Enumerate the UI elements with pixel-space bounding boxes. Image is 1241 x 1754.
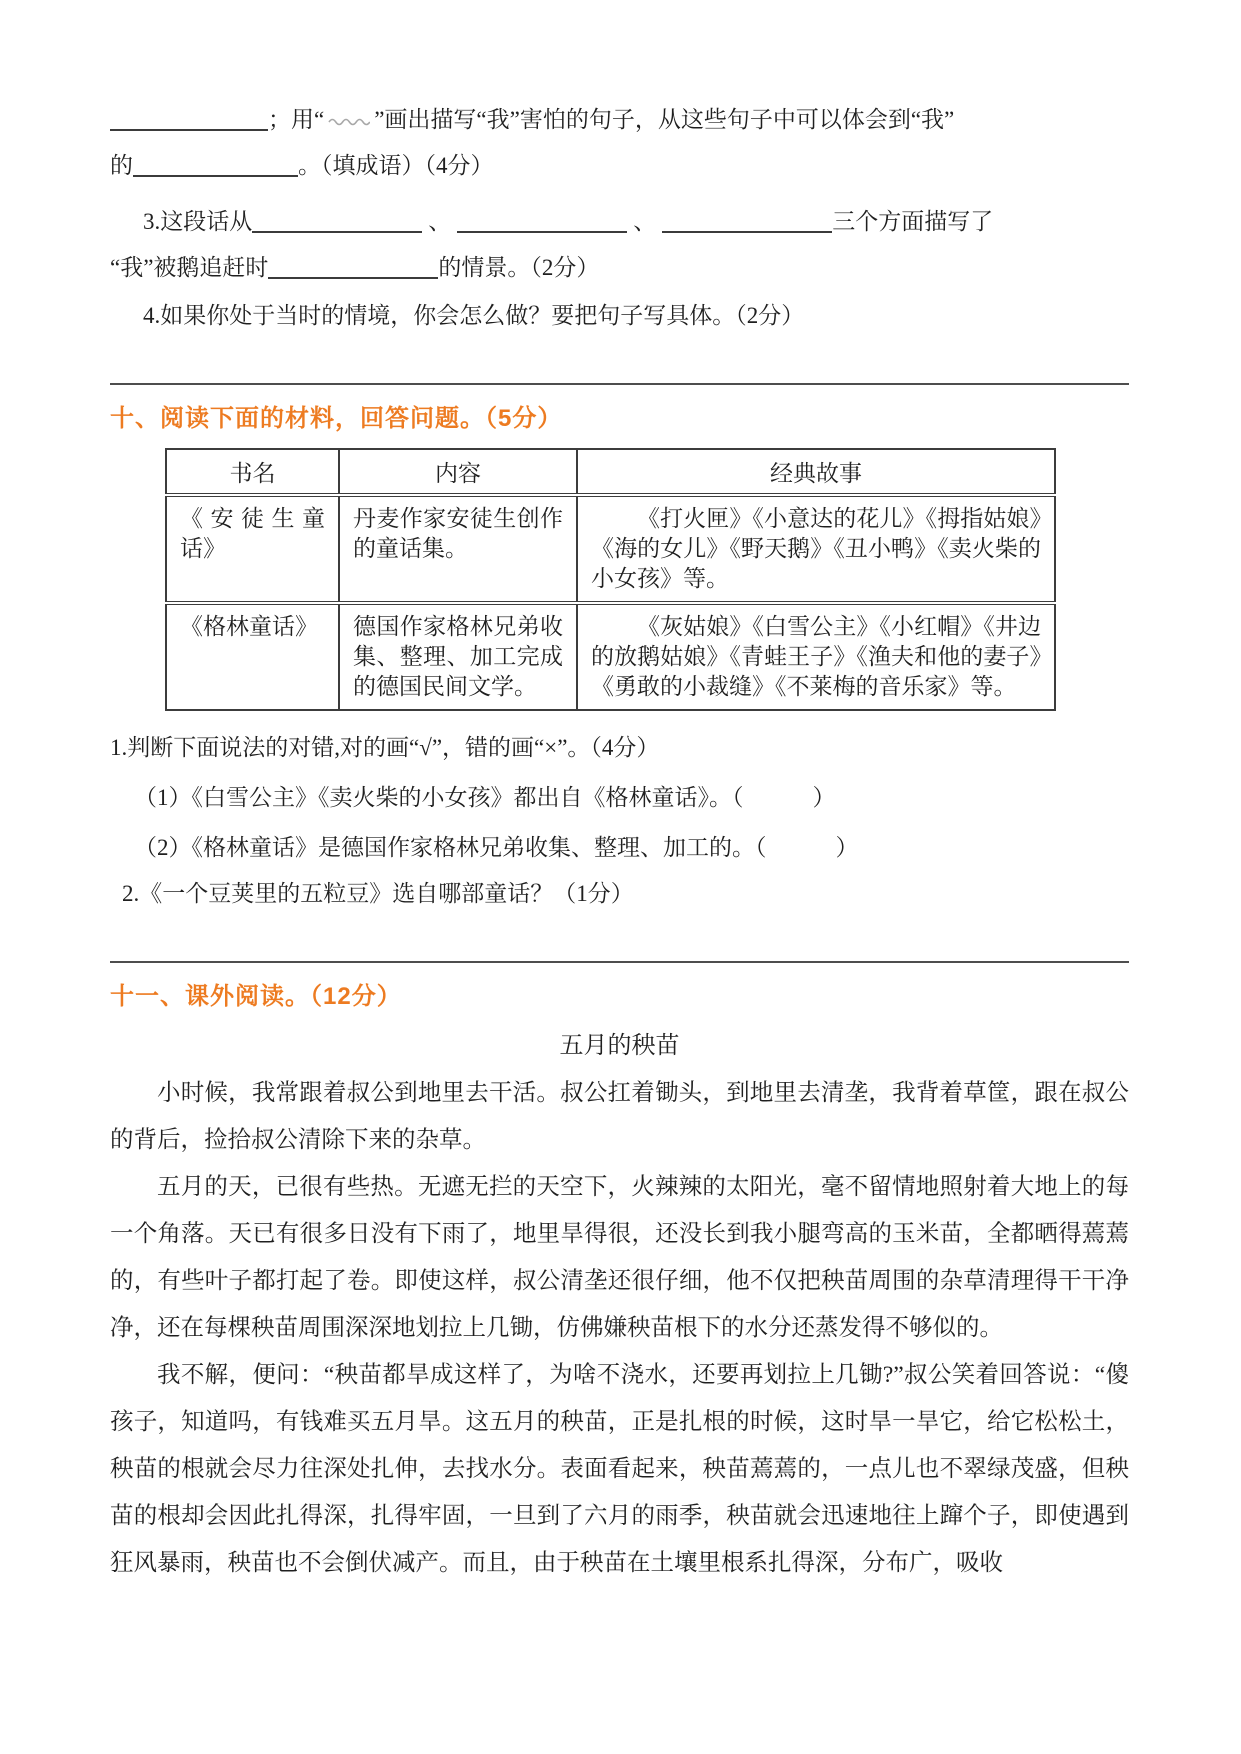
question2-line1 [110, 97, 1129, 143]
true-false-item-2-text: （2）《格林童话》是德国作家格林兄弟收集、整理、加工的。（ ） [134, 835, 859, 860]
question3-line2-lead: “我”被鹅追赶时 [110, 255, 269, 280]
answer-blank [110, 109, 268, 131]
question2-text-b: ”画出描写“我”害怕的句子，从这些句子中可以体会到“我” [374, 107, 955, 132]
content-cell: 德国作家格林兄弟收集、整理、加工完成的德国民间文学。 [339, 603, 577, 710]
materials-table [165, 448, 1056, 711]
question4 [110, 293, 1129, 339]
answer-blank [133, 155, 298, 177]
followup-question-text: 2.《一个豆荚里的五粒豆》选自哪部童话？（1分） [122, 881, 634, 906]
answer-blank [457, 211, 627, 233]
stories-cell: 《打火匣》《小意达的花儿》《拇指姑娘》《海的女儿》《野天鹅》《丑小鸭》《卖火柴的小女孩》等。 [577, 495, 1055, 603]
answer-blank [662, 211, 832, 233]
question2-text-c: 的 [110, 153, 133, 178]
column-header-classic-stories: 经典故事 [577, 449, 1055, 495]
question4-text: 4.如果你处于当时的情境，你会怎么做？要把句子写具体。（2分） [143, 303, 805, 328]
true-false-instruction: 1.判断下面说法的对错,对的画“√”，错的画“×”。（4分） [110, 735, 660, 760]
passage-paragraph: 我不解，便问：“秧苗都旱成这样了，为啥不浇水，还要再划拉上几锄?”叔公笑着回答说：“傻孩子，知道吗，有钱难买五月旱。这五月的秧苗，正是扎根的时候，这时旱一旱它，给它松松土，秧苗的根就会尽力往深处扎伸，去找水分。表面看起来，秧苗蔫蔫的，一点儿也不翠绿茂盛，但秧苗的根却会因此扎得深，扎得牢固，一旦到了六月的雨季，秧苗就会迅速地往上蹿个子，即使遇到狂风暴雨，秧苗也不会倒伏减产。而且，由于秧苗在土壤里根系扎得深，分布广，吸收 [110, 1362, 1129, 1576]
true-false-item-2 [110, 825, 1129, 871]
true-false-item-1-text: （1）《白雪公主》《卖火柴的小女孩》都出自《格林童话》。（ ） [134, 785, 836, 810]
section-ten-sub1 [110, 725, 1129, 771]
section-ten-heading: 十、阅读下面的材料，回答问题。（5分） [110, 405, 563, 432]
section-divider [110, 383, 1129, 385]
wavy-line-mark [328, 115, 370, 127]
book-title-cell: 《安徒生童话》 [166, 495, 339, 603]
stories-cell: 《灰姑娘》《白雪公主》《小红帽》《井边的放鹅姑娘》《青蛙王子》《渔夫和他的妻子》《勇敢的小裁缝》《不莱梅的音乐家》等。 [577, 603, 1055, 710]
enumeration-separator: 、 [428, 209, 452, 234]
passage-paragraph: 小时候，我常跟着叔公到地里去干活。叔公扛着锄头，到地里去清垄，我背着草筐，跟在叔公的背后，捡拾叔公清除下来的杂草。 [110, 1080, 1129, 1153]
question3-line1 [110, 199, 1129, 245]
table-row [166, 495, 1055, 603]
question3-tail: 三个方面描写了 [832, 209, 994, 234]
column-header-book-name: 书名 [166, 449, 339, 495]
passage-paragraph: 五月的天，已很有些热。无遮无拦的天空下，火辣辣的太阳光，毫不留情地照射着大地上的每一个角落。天已有很多日没有下雨了，地里旱得很，还没长到我小腿弯高的玉米苗，全都晒得蔫蔫的，有些叶子都打起了卷。即使这样，叔公清垄还很仔细，他不仅把秧苗周围的杂草清理得干干净净，还在每棵秧苗周围深深地划拉上几锄，仿佛嫌秧苗根下的水分还蒸发得不够似的。 [110, 1174, 1129, 1341]
question3-line2 [110, 245, 1129, 291]
passage-title: 五月的秧苗 [559, 1033, 680, 1059]
book-title-cell: 《格林童话》 [166, 603, 339, 710]
question3-line2-tail: 的情景。（2分） [438, 255, 600, 280]
reading-passage [110, 1070, 1129, 1587]
section-divider [110, 961, 1129, 963]
question2-text-a: ；用“ [268, 107, 325, 132]
table-row [166, 603, 1055, 710]
section-ten-sub2 [110, 871, 1129, 917]
table-header-row [166, 449, 1055, 495]
column-header-content: 内容 [339, 449, 577, 495]
answer-blank [252, 211, 422, 233]
question2-text-d: 。（填成语）（4分） [298, 153, 494, 178]
question2-line2 [110, 143, 1129, 189]
enumeration-separator: 、 [633, 209, 657, 234]
true-false-item-1 [110, 775, 1129, 821]
question3-lead: 3.这段话从 [143, 209, 253, 234]
answer-blank [268, 257, 438, 279]
section-eleven-heading: 十一、课外阅读。（12分） [110, 983, 402, 1010]
content-cell: 丹麦作家安徒生创作的童话集。 [339, 495, 577, 603]
